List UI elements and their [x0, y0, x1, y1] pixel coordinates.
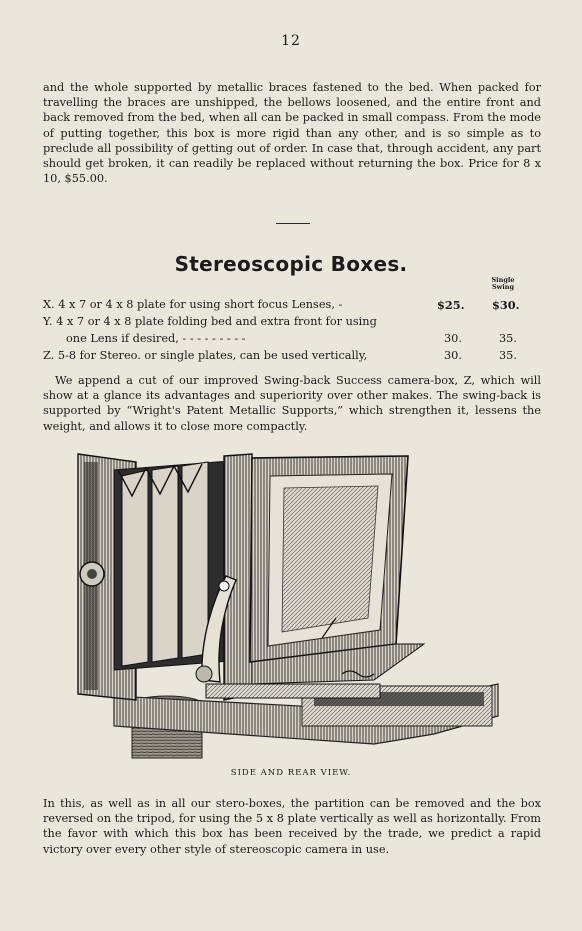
price-row-text: Y. 4 x 7 or 4 x 8 plate folding bed and extra front for using [43, 315, 377, 328]
swing-header-line-2: Swing [491, 283, 515, 291]
price-row-y [43, 315, 377, 329]
price-single: 30. [444, 332, 462, 345]
append-paragraph: We append a cut of our improved Swing-back Success camera-box, Z, which will show at a glance its advantages and superiority over other makes. The swing-back is supported by “Wright's Patent Metallic Supports,” which strengthen it, lessens the weight, and allows it to close more compactly. [43, 374, 541, 433]
swing-header-line-1: Single [491, 276, 515, 284]
price-row-y-cont [66, 332, 246, 346]
camera-box-engraving [74, 448, 506, 762]
price-swing: 35. [499, 349, 517, 362]
closing-paragraph: In this, as well as in all our stero-boxes, the partition can be removed and the box reversed on the tripod, for using the 5 x 8 plate vertically as well as horizontally. From the favor with which this box has been received by the trade, we predict a rapid victory over every other style of stereoscopic camera in use. [43, 797, 541, 856]
price-swing: 35. [499, 332, 517, 345]
intro-paragraph: and the whole supported by metallic braces fastened to the bed. When packed for travelling the braces are unshipped, the bellows loosened, and the entire front and back removed from the bed, when all can be packed in small compass. From the mode of putting together, this box is more rigid than any other, and is so simple as to preclude all possibility of getting out of order. In case that, through accident, any part should get broken, it can readily be replaced without returning the box. Price for 8 x 10, $55.00. [43, 81, 541, 186]
price-row-text: X. 4 x 7 or 4 x 8 plate for using short focus Lenses, - [43, 298, 343, 311]
figure-caption: SIDE AND REAR VIEW. [230, 768, 352, 778]
price-swing: $30. [492, 298, 520, 312]
price-row-z [43, 349, 367, 363]
price-row-x [43, 298, 342, 312]
price-single: 30. [444, 349, 462, 362]
price-row-text: one Lens if desired, - - - - - - - - - [66, 332, 246, 345]
price-single: $25. [437, 298, 465, 312]
swing-column-header [485, 277, 521, 291]
price-row-text: Z. 5-8 for Stereo. or single plates, can be used vertically, [43, 349, 368, 362]
section-title: Stereoscopic Boxes. [174, 252, 408, 276]
page-number: 12 [281, 33, 301, 49]
section-divider [276, 223, 310, 224]
